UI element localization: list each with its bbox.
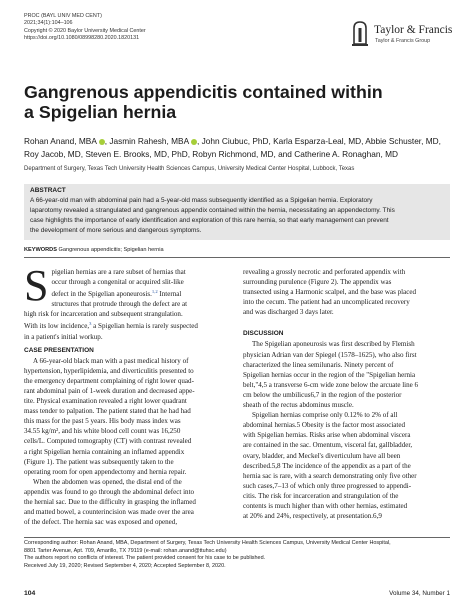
text-line: such cases,7–13 of which only three progressed to appendi- xyxy=(243,481,412,490)
abstract-line: case highlights the importance of early identification and exploration of this rare hernia, so that early management can prevent xyxy=(30,217,389,224)
right-column xyxy=(243,267,450,521)
footnotes xyxy=(24,540,454,570)
abstract-line: laparotomy revealed a strangulated and gangrenous appendix contained within the hernia, necessitating an appendectomy. This xyxy=(30,207,395,214)
text-line: transected using a Harmonic scalpel, and the base was placed xyxy=(243,288,416,297)
case-paragraph-1 xyxy=(24,356,229,477)
text-line: occur through a congenital or acquired slit-like xyxy=(51,278,184,287)
text-line: in a patient's initial workup. xyxy=(24,332,103,341)
text-line xyxy=(24,287,229,299)
journal-header xyxy=(24,13,224,43)
text-line: Spigelian hernias occur in the region of the "Spigelian hernia xyxy=(243,370,416,379)
citation-link[interactable]: 3 xyxy=(89,321,92,327)
text-line: with Spigelian hernias. Risks arise when abdominal viscera xyxy=(243,431,411,440)
text-line: 34.55 kg/m², and his white blood cell count was 16,250 xyxy=(24,427,181,436)
figure-2-reference[interactable]: surrounding purulence (Figure 2). The appendix was xyxy=(243,278,392,287)
text-line: physician Adrian van der Spiegel (1578–1625), who also first xyxy=(243,350,417,359)
text-line: Spigelian hernias comprise only 0.12% to 2% of all xyxy=(252,411,398,420)
text-segment: With its low incidence, xyxy=(24,322,90,331)
text-line: ovary, bladder, and Meckel's diverticulum have all been xyxy=(243,451,401,460)
affiliation: Department of Surgery, Texas Tech University Health Sciences Campus, University Medical Center Hospital, Lubbock, Texas xyxy=(24,166,355,172)
discussion-paragraph-1 xyxy=(243,339,450,410)
text-line: hernia sac is rare, with a search demonstrating only five other xyxy=(243,471,417,480)
author-list xyxy=(24,135,464,161)
text-line: a right Spigelian hernia containing an inflamed appendix xyxy=(24,447,185,456)
text-line: and matted bowel, a counterincision was made over the area xyxy=(24,508,194,517)
author-line-1 xyxy=(24,135,464,148)
keywords-text: Gangrenous appendicitis; Spigelian hernia xyxy=(58,247,164,253)
received-dates: Received July 19, 2020; Revised September 4, 2020; Accepted September 8, 2020. xyxy=(24,562,226,569)
text-line: of the defect. The hernia sac was exposed and opened, xyxy=(24,518,178,527)
text-line: citis. The risk for incarceration and strangulation of the xyxy=(243,491,399,500)
journal-name: PROC (BAYL UNIV MED CENT) xyxy=(24,13,102,19)
copyright-line: Copyright © 2020 Baylor University Medical Center xyxy=(24,27,146,34)
text-line: the hernial sac. Due to the difficulty in grasping the inflamed xyxy=(24,497,196,506)
text-line: and was discharged 3 days later. xyxy=(243,308,334,317)
corresponding-address: 8801 Tarter Avenue, Apt. 709, Amarillo, TX 79119 (e-mail: rohan.anand@ttuhsc.edu) xyxy=(24,547,227,554)
publisher-logo xyxy=(348,18,458,48)
figure-1-reference[interactable]: (Figure 1). The patient was subsequently taken to the xyxy=(24,457,174,466)
text-segment: a Spigelian hernia is rarely suspected xyxy=(91,322,198,331)
keywords-label: KEYWORDS xyxy=(24,247,57,253)
author-rahesh: , Jasmin Rahesh, MBA xyxy=(104,136,189,146)
intro-paragraph xyxy=(24,261,229,342)
discussion-heading: DISCUSSION xyxy=(243,330,284,338)
abstract-box xyxy=(24,184,450,240)
text-line: belt,"4,5 a transverse 6-cm wide zone below the arcuate line 6 xyxy=(243,380,419,389)
abstract-heading: ABSTRACT xyxy=(30,187,66,194)
title-line-2: a Spigelian hernia xyxy=(24,101,177,122)
abstract-text xyxy=(30,196,444,236)
text-line: the emergency department complaining of right lower quad- xyxy=(24,376,194,385)
author-others: , John Ciubuc, PhD, Karla Esparza-Leal, MD, Abbie Schuster, MD, xyxy=(196,136,441,146)
text-line: characterized the linea semilunaris. Ninety percent of xyxy=(243,360,394,369)
text-line: operating room for open appendectomy and hernia repair. xyxy=(24,467,187,476)
text-line: at 20% and 24%, respectively, at presentation.6,9 xyxy=(243,512,382,521)
text-line: tite. Physical examination revealed a right lower quadrant xyxy=(24,397,187,406)
text-line: contents is much higher than with other hernias, estimated xyxy=(243,501,408,510)
volume-info: Volume 34, Number 1 xyxy=(389,590,450,597)
abstract-line: the development of more serious and dangerous symptoms. xyxy=(30,227,202,234)
text-line: described.5,8 The incidence of the appendix as a part of the xyxy=(243,461,411,470)
corresponding-author: Corresponding author: Rohan Anand, MBA, Department of Surgery, Texas Tech University Health Sciences Campus, University Medical Center Hospital, xyxy=(24,540,391,546)
author-anand: Rohan Anand, MBA xyxy=(24,136,97,146)
text-line: appendix was found to go through the abdominal defect into xyxy=(24,487,195,496)
title-line-1: Gangrenous appendicitis contained within xyxy=(24,82,383,102)
text-line xyxy=(24,319,229,331)
text-line: rant abdominal pain of 1-week duration and decreased appe- xyxy=(24,386,195,395)
footnote-divider xyxy=(24,537,450,538)
text-line: pigelian hernias are a rare subset of hernias that xyxy=(51,268,186,276)
text-line: abdominal hernias.5 Obesity is the factor most associated xyxy=(243,421,406,430)
citation-link[interactable]: 1,2 xyxy=(151,289,158,295)
drop-cap: S xyxy=(24,261,49,310)
text-line: revealing a grossly necrotic and perforated appendix with xyxy=(243,268,406,276)
text-line: cells/L. Computed tomography (CT) with contrast revealed xyxy=(24,437,192,446)
article-title xyxy=(24,83,454,122)
text-line: A 66-year-old black man with a past medical history of xyxy=(33,356,189,365)
text-line: into the cecum. The patient had an uncomplicated recovery xyxy=(243,298,410,307)
text-line: cm below the umbilicus6,7 in the region of the posterior xyxy=(243,390,402,399)
text-line: hypertension, hyperlipidemia, and diverticulitis presented to xyxy=(24,366,194,375)
doi-link[interactable]: https://doi.org/10.1080/08998280.2020.1820131 xyxy=(24,35,140,42)
text-segment: defect in the Spigelian aponeurosis. xyxy=(51,290,152,299)
case-paragraph-2 xyxy=(24,477,229,527)
discussion-paragraph-2 xyxy=(243,410,450,521)
divider xyxy=(24,257,450,258)
left-column xyxy=(24,261,229,527)
case-presentation-heading: CASE PRESENTATION xyxy=(24,346,94,354)
text-segment: Internal xyxy=(157,290,182,299)
journal-issue: 2021;34(1):104–106 xyxy=(24,20,73,27)
conflict-statement: The authors report no conflicts of interest. The patient provided consent for his case to be published. xyxy=(24,555,266,562)
text-line: sheath of the rectus abdominus muscle. xyxy=(243,401,354,410)
text-line: are contained in the sac. Omentum, visceral fat, gallbladder, xyxy=(243,441,413,450)
text-line: structures that protrude through the defect are at xyxy=(51,300,188,309)
case-paragraph-3 xyxy=(243,267,450,317)
publisher-logo-icon xyxy=(348,18,372,48)
text-line: this mass for the past 5 years. His body mass index was xyxy=(24,417,181,426)
publisher-name: Taylor & Francis xyxy=(374,24,453,36)
publisher-group: Taylor & Francis Group xyxy=(375,38,431,44)
text-line: When the abdomen was opened, the distal end of the xyxy=(33,477,182,486)
author-line-2: Roy Jacob, MD, Steven E. Brooks, MD, PhD, Robyn Richmond, MD, and Catherine A. Ronaghan, MD xyxy=(24,149,398,159)
text-line: high risk for incarceration and subsequent strangulation. xyxy=(24,310,183,319)
keywords xyxy=(24,247,164,253)
abstract-line: A 66-year-old man with abdominal pain had a 5-year-old mass subsequently identified as a Spigelian hernia. Exploratory xyxy=(30,197,373,204)
text-line: The Spigelian aponeurosis was first described by Flemish xyxy=(252,340,415,349)
text-line: mass tender to palpation. The patient stated that he had had xyxy=(24,407,191,416)
page-number: 104 xyxy=(24,590,36,597)
